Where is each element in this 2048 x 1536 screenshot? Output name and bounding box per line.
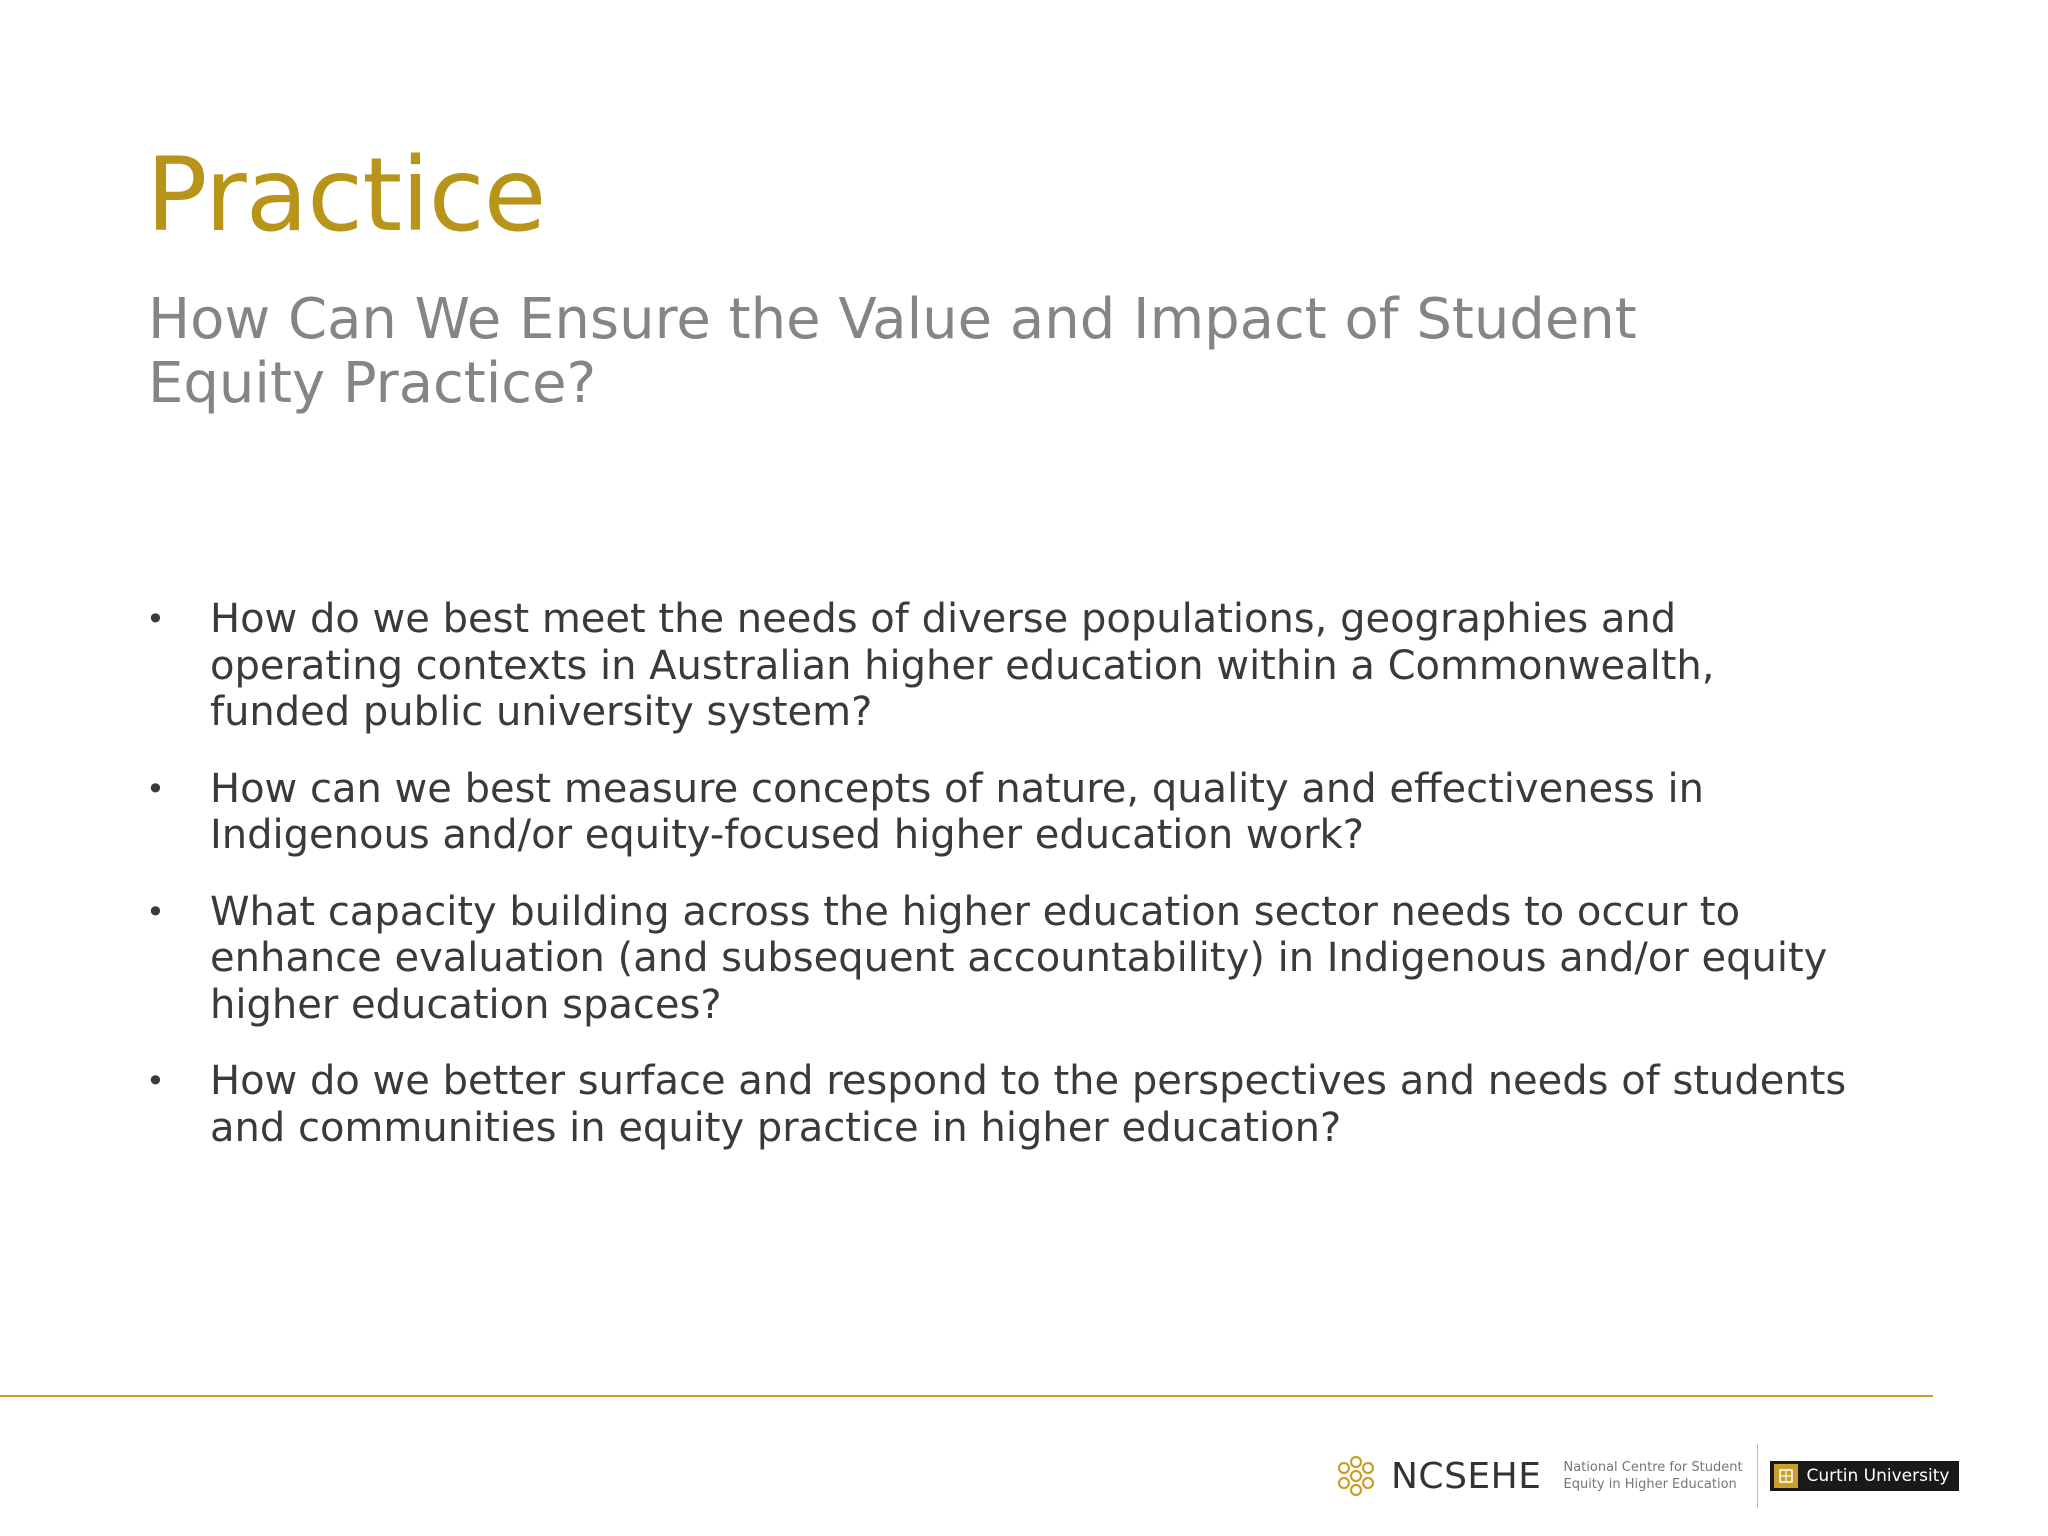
bullet-list [146, 596, 1906, 1181]
bullet-line: How can we best measure concepts of nature, quality and effectiveness in [210, 765, 1705, 812]
bullet-line: funded public university system? [210, 689, 873, 735]
slide-subtitle [148, 288, 1748, 416]
bullet-item [146, 1058, 1906, 1151]
curtin-logo [1770, 1461, 1959, 1491]
ncsehe-logo-text: NCSEHE [1391, 1455, 1542, 1497]
ncsehe-sub-line-1: National Centre for Student [1563, 1460, 1743, 1475]
bullet-line: operating contexts in Australian higher education within a Commonwealth, [210, 642, 1715, 689]
curtin-logo-text: Curtin University [1806, 1466, 1950, 1486]
bullet-line: enhance evaluation (and subsequent accountability) in Indigenous and/or equity [210, 935, 1828, 981]
subtitle-line-2: Equity Practice? [148, 351, 597, 416]
curtin-crest-icon [1774, 1464, 1798, 1488]
bullet-line: What capacity building across the higher education sector needs to occur to [210, 888, 1741, 935]
slide-title: Practice [146, 136, 546, 255]
bullet-marker: • [146, 1062, 165, 1100]
bullet-line: How do we better surface and respond to the perspectives and needs of students [210, 1058, 1847, 1104]
bullet-marker: • [146, 769, 165, 808]
ncsehe-sub-line-2: Equity in Higher Education [1563, 1477, 1737, 1492]
bullet-marker: • [146, 600, 165, 638]
bullet-marker: • [146, 892, 165, 931]
footer-logos [1333, 1443, 1959, 1509]
bullet-item [146, 596, 1906, 736]
bullet-line: How do we best meet the needs of diverse populations, geographies and [210, 596, 1677, 642]
bullet-item [146, 766, 1906, 859]
ncsehe-logo-icon [1333, 1453, 1379, 1499]
logo-separator [1757, 1444, 1758, 1508]
bullet-line: higher education spaces? [210, 981, 722, 1028]
bullet-line: and communities in equity practice in higher education? [210, 1104, 1342, 1151]
bullet-line: Indigenous and/or equity-focused higher education work? [210, 812, 1364, 858]
bullet-item [146, 889, 1906, 1029]
footer-divider [0, 1395, 1933, 1397]
ncsehe-subtitle [1563, 1459, 1743, 1493]
subtitle-line-1: How Can We Ensure the Value and Impact of Student [148, 287, 1637, 352]
